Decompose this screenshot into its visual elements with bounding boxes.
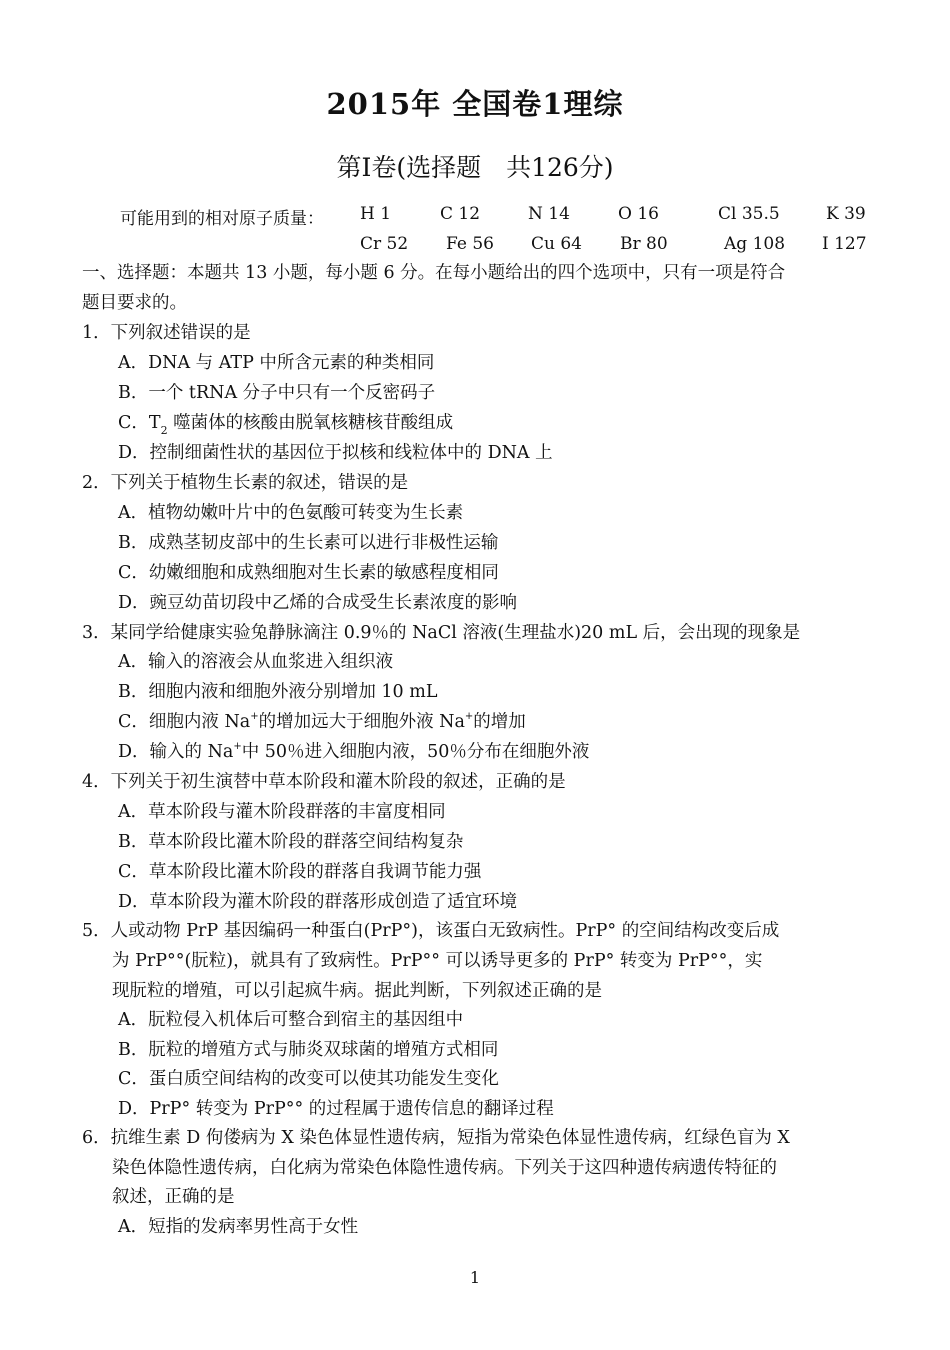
page-number: 1 (469, 1268, 481, 1287)
question-option (118, 741, 589, 766)
question-option (118, 711, 526, 736)
option-text: 中 50％进入细胞内液，50％分布在细胞外液 (241, 742, 590, 762)
atomic-mass-cell: H 1 (360, 204, 392, 224)
question-stem: 现朊粒的增殖，可以引起疯牛病。据此判断，下列叙述正确的是 (112, 981, 602, 1001)
question-option: A．DNA 与 ATP 中所含元素的种类相同 (118, 353, 435, 373)
question-stem: 为 PrP°°(朊粒)，就具有了致病性。PrP°° 可以诱导更多的 PrP° 转变为 PrP°°，实 (112, 951, 763, 971)
question-option: B．细胞内液和细胞外液分别增加 10 mL (118, 682, 438, 702)
question-option: B．一个 tRNA 分子中只有一个反密码子 (118, 383, 436, 403)
option-text: C．细胞内液 Na (118, 712, 251, 732)
atomic-mass-cell: Cu 64 (531, 234, 582, 254)
atomic-mass-row (0, 234, 950, 260)
atomic-mass-cell: C 12 (440, 204, 481, 224)
question-stem: 6．抗维生素 D 佝偻病为 X 染色体显性遗传病，短指为常染色体显性遗传病，红绿色盲为 X (82, 1128, 790, 1148)
question-option: A．朊粒侵入机体后可整合到宿主的基因组中 (118, 1010, 464, 1030)
question-option: D．豌豆幼苗切段中乙烯的合成受生长素浓度的影响 (118, 593, 518, 613)
superscript: + (464, 711, 474, 722)
option-text: 的增加远大于细胞外液 Na (258, 712, 465, 732)
question-option: A．短指的发病率男性高于女性 (118, 1217, 359, 1237)
page-title: 2015年 全国卷1理综 (326, 87, 624, 121)
atomic-mass-cell: Cl 35.5 (718, 204, 780, 224)
question-option (118, 412, 453, 436)
atomic-mass-cell: K 39 (826, 204, 866, 224)
superscript: + (233, 741, 242, 752)
option-text: C．T (118, 413, 161, 433)
page-subtitle: 第Ⅰ卷(选择题 共126分) (336, 153, 614, 182)
question-option: B．草本阶段比灌木阶段的群落空间结构复杂 (118, 832, 464, 852)
question-option: B．朊粒的增殖方式与肺炎双球菌的增殖方式相同 (118, 1040, 499, 1060)
question-stem: 2．下列关于植物生长素的叙述，错误的是 (82, 473, 409, 493)
question-stem: 4．下列关于初生演替中草本阶段和灌木阶段的叙述，正确的是 (82, 772, 566, 792)
question-option: C．蛋白质空间结构的改变可以使其功能发生变化 (118, 1069, 499, 1089)
atomic-mass-row (0, 204, 950, 230)
question-option: C．幼嫩细胞和成熟细胞对生长素的敏感程度相同 (118, 563, 499, 583)
option-text: D．输入的 Na (118, 742, 234, 762)
question-option: D．控制细菌性状的基因位于拟核和线粒体中的 DNA 上 (118, 443, 553, 463)
question-option: C．草本阶段比灌木阶段的群落自我调节能力强 (118, 862, 482, 882)
atomic-mass-cell: Fe 56 (446, 234, 494, 254)
question-stem: 1．下列叙述错误的是 (82, 323, 251, 343)
superscript: + (250, 711, 259, 722)
question-stem: 5．人或动物 PrP 基因编码一种蛋白(PrP°)，该蛋白无致病性。PrP° 的空间结构改变后成 (82, 921, 780, 941)
atomic-mass-label: 可能用到的相对原子质量： (120, 209, 324, 229)
atomic-mass-cell: O 16 (618, 204, 659, 224)
question-option: B．成熟茎韧皮部中的生长素可以进行非极性运输 (118, 533, 499, 553)
atomic-mass-cell: N 14 (528, 204, 570, 224)
question-option: A．草本阶段与灌木阶段群落的丰富度相同 (118, 802, 446, 822)
question-stem: 叙述，正确的是 (112, 1187, 235, 1207)
question-option: A．输入的溶液会从血浆进入组织液 (118, 652, 394, 672)
question-stem: 3．某同学给健康实验兔静脉滴注 0.9％的 NaCl 溶液(生理盐水)20 mL 后，会出现的现象是 (82, 623, 801, 643)
option-text: 噬菌体的核酸由脱氧核糖核苷酸组成 (167, 413, 454, 433)
question-stem: 染色体隐性遗传病，白化病为常染色体隐性遗传病。下列关于这四种遗传病遗传特征的 (112, 1158, 777, 1178)
question-option: A．植物幼嫩叶片中的色氨酸可转变为生长素 (118, 503, 464, 523)
atomic-mass-cell: I 127 (822, 234, 867, 254)
atomic-mass-cell: Ag 108 (724, 234, 786, 254)
atomic-mass-cell: Cr 52 (360, 234, 409, 254)
section-instruction: 题目要求的。 (82, 293, 187, 313)
subscript: 2 (160, 424, 168, 437)
atomic-mass-cell: Br 80 (620, 234, 668, 254)
question-option: D．草本阶段为灌木阶段的群落形成创造了适宜环境 (118, 892, 518, 912)
question-option: D．PrP° 转变为 PrP°° 的过程属于遗传信息的翻译过程 (118, 1099, 554, 1119)
option-text: 的增加 (473, 712, 526, 732)
section-instruction: 一、选择题：本题共 13 小题，每小题 6 分。在每小题给出的四个选项中，只有一项是符合 (82, 263, 786, 283)
